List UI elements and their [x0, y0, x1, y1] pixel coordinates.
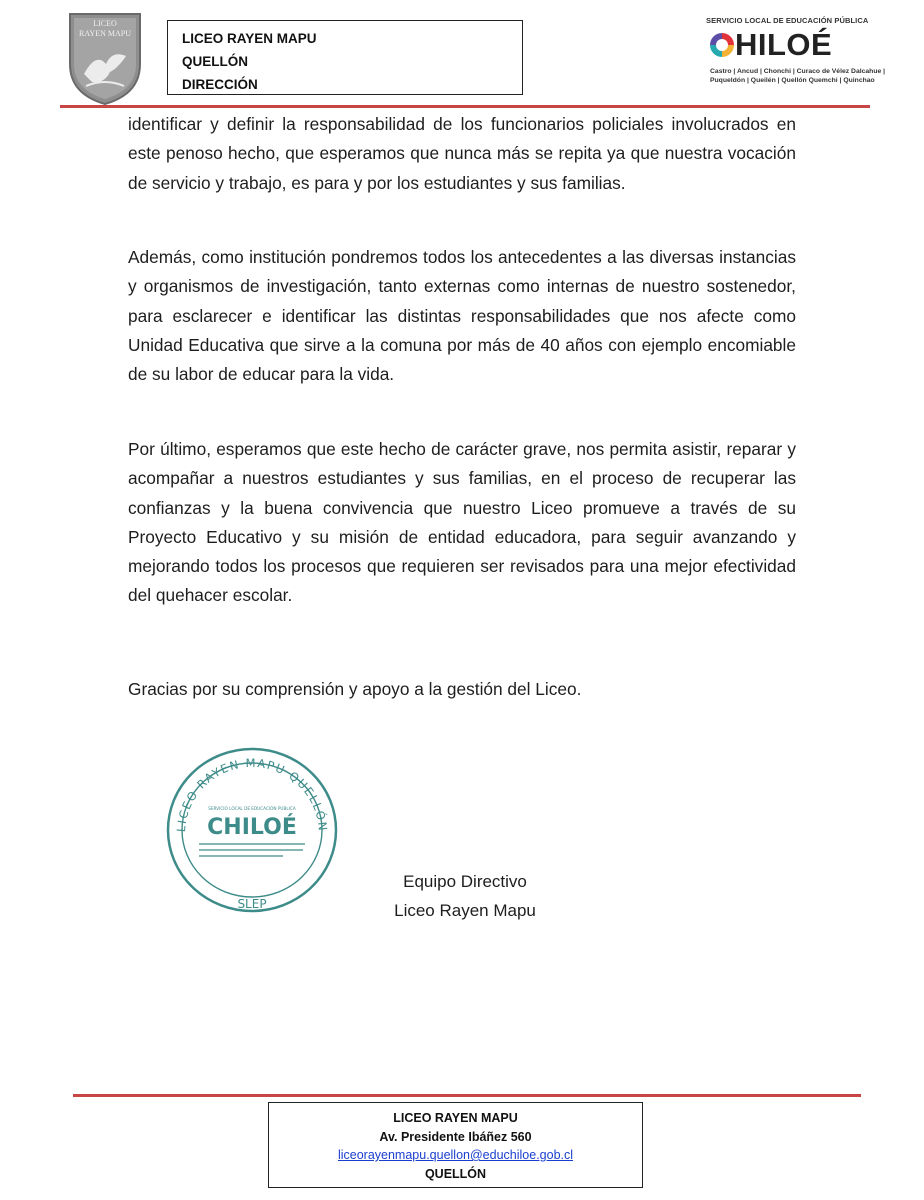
header-city: QUELLÓN — [182, 54, 248, 69]
footer-contact-box — [268, 1102, 643, 1188]
header-department: DIRECCIÓN — [182, 77, 258, 92]
chiloe-brand-logo — [706, 16, 896, 100]
stamp-inner-service: SERVICIO LOCAL DE EDUCACIÓN PÚBLICA — [208, 806, 296, 811]
signature-block — [380, 867, 550, 925]
header-divider — [60, 105, 870, 108]
brand-name — [710, 27, 832, 63]
stamp-inner-name: CHILOÉ — [207, 815, 297, 840]
stamp-bottom-text: SLEP — [237, 897, 267, 911]
header-info-box — [167, 20, 523, 95]
crest-text-line2: RAYEN MAPU — [79, 29, 131, 38]
signature-team: Equipo Directivo — [403, 872, 527, 891]
crest-text-line1: LICEO — [93, 19, 117, 28]
footer-school-name: LICEO RAYEN MAPU — [393, 1111, 518, 1125]
footer-address: Av. Presidente Ibáñez 560 — [379, 1129, 532, 1144]
official-stamp — [163, 744, 341, 916]
brand-service-text: SERVICIO LOCAL DE EDUCACIÓN PÚBLICA — [706, 16, 869, 25]
footer-city: QUELLÓN — [424, 1166, 487, 1181]
footer-divider — [73, 1094, 861, 1097]
brand-communes-text: Castro | Ancud | Chonchi | Curaco de Vélez Dalcahue | Puqueldón | Queilén | Quellón Quemchi | Quinchao — [710, 68, 886, 84]
header-school-name: LICEO RAYEN MAPU — [182, 31, 317, 46]
body-paragraph-2: Además, como institución pondremos todos los antecedentes a las diversas instancias y organismos de investigación, tanto externas como internas de nuestro sostenedor, para esclarecer e identificar las distintas responsabilidades que nos afecte como Unidad Educativa que sirve a la comuna por más de 40 años con ejemplo encomiable de su labor de educar para la vida. — [128, 247, 796, 385]
footer-email-link[interactable]: liceorayenmapu.quellon@educhiloe.gob.cl — [337, 1148, 574, 1162]
stamp-ring-text: LICEO RAYEN MAPU QUELLÓN — [173, 755, 331, 833]
thanks-line: Gracias por su comprensión y apoyo a la gestión del Liceo. — [128, 679, 582, 699]
brand-name-text: HILOÉ — [735, 27, 833, 62]
signature-school: Liceo Rayen Mapu — [394, 901, 536, 920]
liceo-crest-logo — [66, 12, 144, 106]
body-paragraph-1: identificar y definir la responsabilidad de los funcionarios policiales involucrados en este penoso hecho, que esperamos que nunca más se repita ya que nuestra vocación de servicio y trabajo, es para y por los estudiantes y sus familias. — [128, 114, 796, 193]
color-ring-icon — [710, 33, 734, 57]
body-paragraph-3: Por último, esperamos que este hecho de carácter grave, nos permita asistir, reparar y acompañar a nuestros estudiantes y sus familias, en el proceso de recuperar las confianzas y la buena convivencia que nuestro Liceo promueve a través de su Proyecto Educativo y su misión de entidad educadora, para seguir avanzando y mejorando todos los procesos que requieren ser revisados para una mejor efectividad del quehacer escolar. — [128, 439, 796, 606]
